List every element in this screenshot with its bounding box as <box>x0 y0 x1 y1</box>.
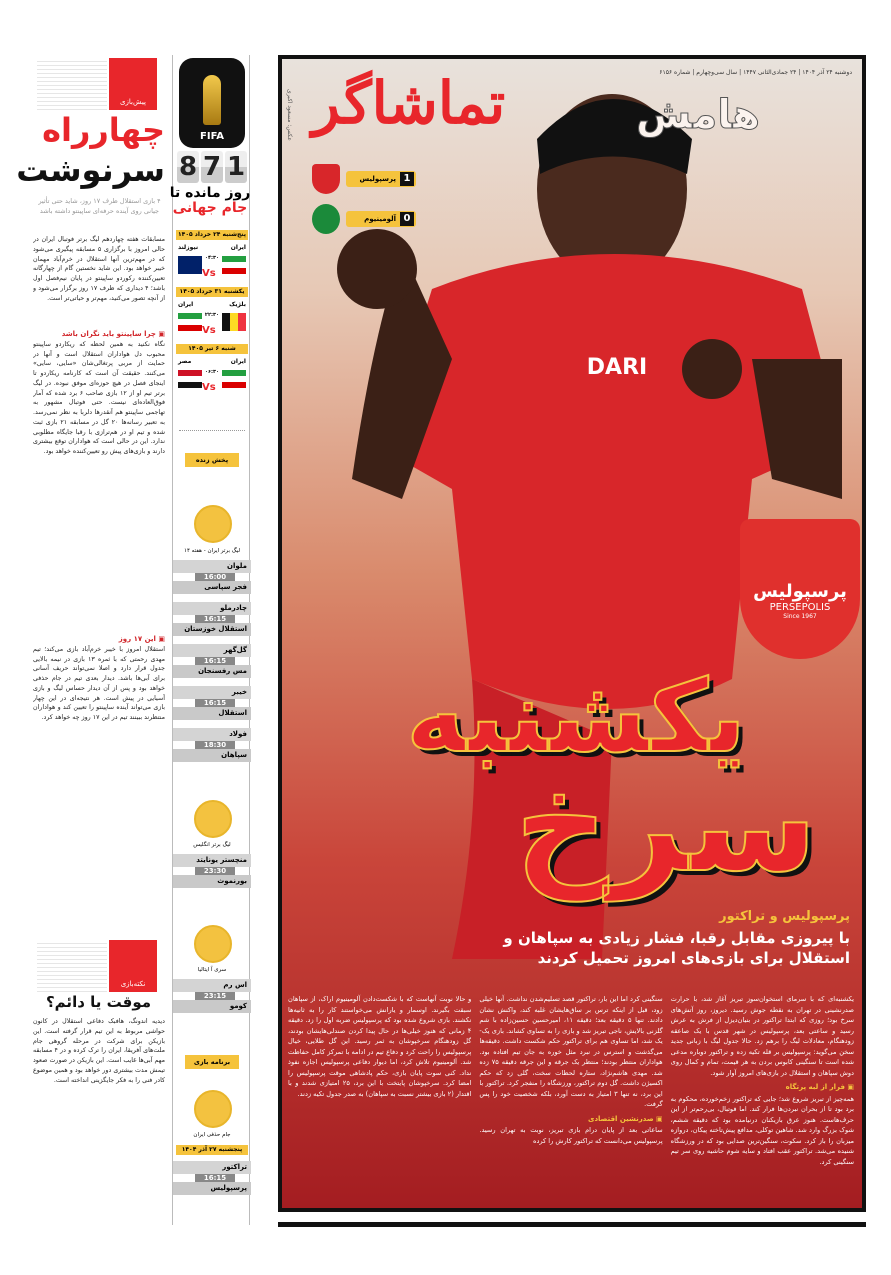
subhead: ▣ این ۱۷ روز <box>33 634 165 645</box>
program-label: برنامه بازی <box>185 1055 239 1069</box>
section-tag: نکته‌بازی <box>109 940 157 992</box>
team-name: پرسپولیس <box>359 175 396 183</box>
belgium-flag-icon <box>222 313 246 331</box>
team-away: ایران <box>178 301 194 308</box>
team-away: سپاهان <box>173 749 251 762</box>
match <box>173 854 251 888</box>
world-cup-logo <box>179 58 245 148</box>
match-time: 16:15 <box>195 1174 235 1182</box>
iran-league-logo <box>194 505 232 543</box>
article-title-line2: سرنوشت <box>16 151 165 189</box>
article-lead: ۴ بازی استقلال ظرف ۱۷ روز، شاید حتی تأثیر جیانی روی آینده حرفه‌ای ساپینتو داشته باشد <box>38 197 161 215</box>
team-home: منچستر یونایتد <box>173 854 251 867</box>
match <box>173 1161 251 1195</box>
article-body: دیدیه اندونگ، هافبک دفاعی استقلال در کانون حواشی مربوط به این تیم قرار گرفته است. این بازیکن برای شرکت در مرحله گروهی جام ملت‌های آفریقا، ایران را ترک کرده و در ۴ مسابقه مهم آبی‌ها غایب است. این بازیکن در صورت صعود تیمش مدت بیشتری دور خواهد بود و همین موضوع کادر فنی را به فکر جایگزینی انداخته است. <box>33 1018 165 1084</box>
section-tag: پیش‌بازی <box>109 58 157 110</box>
match-time: 16:15 <box>195 657 235 665</box>
match <box>173 728 251 762</box>
fifa-label: FIFA <box>200 131 224 142</box>
match <box>173 979 251 1013</box>
story-text: ساعاتی بعد از پایان درام بازی تبریز، نوبت به تهران رسید. پرسپولیس می‌دانست که تراکتور کارش را کرده <box>479 1126 663 1145</box>
team-home: چادرملو <box>173 602 251 615</box>
match <box>173 602 251 636</box>
crest-text-fa: پرسپولیس <box>753 581 847 602</box>
aluminium-badge-icon <box>312 204 340 234</box>
countdown-line1: روز مانده تا <box>169 185 251 201</box>
team-away: استقلال <box>173 707 251 720</box>
match <box>173 686 251 720</box>
article-body: استقلال امروز با خیبر خرم‌آباد بازی می‌کند؛ تیم مهدی رحمتی که با ثمره ۱۳ بازی در نیمه بالایی جدول قرار دارد و اصلا نمی‌تواند حریف آسانی برای آبی‌ها باشد. دیدار بعدی تیم در جام حذفی خواهد بود و پس از آن دیدار حساس لیگ و بازی آسیایی در پیش است. هر نتیجه‌ای در این چهار بازی می‌تواند آینده ساپینتو را تعیین کند و هواداران منتظرند ببینند تیم در این ۱۷ روز چه خواهد کرد. <box>33 645 165 722</box>
match <box>173 560 251 594</box>
game-time: ۰۴:۳۰ <box>204 255 220 261</box>
match-time: 23:30 <box>195 867 235 875</box>
cup-name: جام حذفی ایران <box>193 1132 231 1138</box>
countdown <box>177 151 247 183</box>
match <box>173 644 251 678</box>
team-home: ملوان <box>173 560 251 573</box>
article-section-2 <box>33 630 165 930</box>
photo-credit: عکس: مسعود اکبری <box>286 89 293 141</box>
league-name: لیگ برتر ایران - هفته ۱۴ <box>184 548 240 554</box>
match-time: 16:15 <box>195 615 235 623</box>
team-home: تراکتور <box>173 1161 251 1174</box>
jersey-sponsor: DARI <box>586 355 648 380</box>
decorative-lines <box>37 940 107 992</box>
game-date: شنبه ۶ تیر ۱۴۰۵ <box>176 344 248 354</box>
team-away: مصر <box>178 358 192 365</box>
team-home: بلژیک <box>229 301 246 308</box>
trophy-icon <box>203 75 221 125</box>
team-home: اس رم <box>173 979 251 992</box>
outline-title: هامش <box>635 92 761 138</box>
match-time: 16:15 <box>195 699 235 707</box>
story-column-middle <box>479 994 662 1204</box>
team-away: استقلال خوزستان <box>173 623 251 636</box>
subhead: ▣ چرا ساپینتو باید نگران باشد <box>33 329 165 340</box>
live-label: پخش زنده <box>185 453 239 467</box>
story-text: یکشنبه‌ای که با سرمای استخوان‌سوز تبریز آغاز شد، با حرارت صدرنشینی در تهران به نقطه جوش رسید. دیروز، روز آتش‌های سرخ بود؛ روزی که ابتدا تراکتور در بنیان‌دیزل از فرش به عرش رسید و ساعتی بعد، پرسپولیس در شهر قدس با یک صاعقه زودهنگام، معادلات لیگ را برهم زد. حالا جدول لیگ با زبانی جدید سخن می‌گوید: پرسپولیس بر قله تکیه زده و تراکتور دوباره مدعی شده است تا سنگینی کابوس بردن به هر قیمت، تمام و کمال روی دوش سپاهان و استقلال در بازی‌های امروز آوار شود. <box>670 995 854 1077</box>
article-intro: مسابقات هفته چهاردهم لیگ برتر فوتبال ایران در حالی امروز با برگزاری ۵ مسابقه پیگیری می‌شود که در مهم‌ترین آنها استقلال در خرم‌آباد مهمان خیبر خواهد بود. این شاید نخستین گام از چهارگانه تعیین‌کننده رکوردو ساپینتو در پایان نیم‌فصل اول باشد؛ ۴ دیداری که ظرف ۱۷ روز برگزار می‌شود و از آنچه تصور می‌کنید، مهم‌تر و حیاتی‌تر است. <box>33 236 165 302</box>
subhead: ▣ صدرنشین اقتصادی <box>479 1114 662 1125</box>
crest-since: Since 1967 <box>783 613 817 620</box>
countdown-digit: 8 <box>178 152 198 182</box>
decorative-lines <box>37 58 107 110</box>
iran-flag-icon <box>222 370 246 388</box>
team-away: کومو <box>173 1000 251 1013</box>
world-cup-game <box>176 242 248 284</box>
schedule-strip <box>169 55 251 1225</box>
team-score: 0 <box>400 212 414 226</box>
egypt-flag-icon <box>178 370 202 388</box>
team-home: ایران <box>230 244 246 251</box>
match-time: 23:15 <box>195 992 235 1000</box>
team-away: فجر سپاسی <box>173 581 251 594</box>
dateline: دوشنبه ۲۴ آذر ۱۴۰۴ | ۲۴ جمادی‌الثانی ۱۴۴۷ | سال سی‌وچهارم | شماره ۶۱۵۶ <box>659 69 852 76</box>
league-name: لیگ برتر انگلیس <box>193 842 231 848</box>
team-name: آلومینیوم <box>364 215 396 223</box>
bottom-rule <box>278 1222 866 1227</box>
article-body: نگاه نکنید به همین لحظه که ریکاردو ساپینتو محبوب دل هواداران استقلال است و آنها در حمایت از مربی پرتغالی‌شان «سایی، سایی» می‌کنند. حقیقت آن است که کارنامه ریکاردو تا اینجای فصل در هیچ حوزه‌ای موفق نبوده. در لیگ برتر تیم او از ۱۲ بازی صاحب ۶ برد شده که آمار فوق‌العاده‌ای نیست. حتی فوتبال مشهور به تهاجمی ساپینتو هم آنقدرها دلربا به نظر نمی‌رسد. به تعبیر رسانه‌ها ۲۰ گل در مسابقه ۲۱ بازی ثبت شده و تیم او در هم‌ترازی با رقبا جایگاه مطلوبی ندارد. این در حالی است که هواداران توقع بیشتری دارند و بازی‌های پیش رو تعیین‌کننده خواهد بود. <box>33 340 165 456</box>
subhead: ▣ فرار از لبه پرتگاه <box>671 1082 854 1093</box>
match-time: 16:00 <box>195 573 235 581</box>
article-title-line1: چهارراه <box>42 111 165 149</box>
team-score: 1 <box>400 172 414 186</box>
divider <box>179 430 245 431</box>
game-time: ۰۶:۳۰ <box>204 369 220 375</box>
story-text: سنگینی کرد اما این بار، تراکتور قصد تسلیم‌شدن نداشت. آنها خیلی زود، قبل از اینکه ترس بر ساق‌هایشان غلبه کند، واکنش نشان دادند. تنها ۵ دقیقه بعد؛ دقیقه ۱۱، امیرحسین حسین‌زاده با شم گلزنی بالایش، ناجی تبریز شد و بازی را به تساوی کشاند. بازی یک-یک شد، اما تساوی هم برای تراکتور حکم شکست داشت. دقیقه‌ها می‌گذشت و استرس در نبرد مثل خوره به جان تیم افتاده بود. هواداران منتظر بودند؛ منتظر یک جرقه و این جرقه دقیقه ۷۵ زده شد. مهدی هاشم‌نژاد، ستاره لحظات سخت، گلی زد که حکم اکسیژن داشت. گل دوم تراکتور، ورزشگاه را منفجر کرد. تراکتور با این برد، نه تنها ۳ امتیاز به دست آورد، بلکه شخصیت خود را پس گرفت. <box>479 995 663 1109</box>
team-home: خیبر <box>173 686 251 699</box>
persepolis-badge-icon <box>312 164 340 194</box>
main-headline <box>296 658 856 901</box>
crest-text-en: PERSEPOLIS <box>769 602 831 613</box>
newspaper-logo: تماشاگر <box>312 69 506 137</box>
countdown-line2: جام جهانی <box>172 200 248 217</box>
team-away: پرسپولیس <box>173 1182 251 1195</box>
kicker: پرسپولیس و تراکتور <box>719 909 850 924</box>
countdown-label <box>159 186 261 217</box>
iran-flag-icon <box>178 313 202 331</box>
vs-label: Vs <box>202 325 216 336</box>
serie-a-logo <box>194 925 232 963</box>
story-text: همه‌چیز از تبریز شروع شد؛ جایی که تراکتور زخم‌خورده، محکوم به برد بود تا از بحران نبردن‌ها فرار کند. اما فوتبال، بی‌رحم‌تر از این حرف‌هاست. هنوز عرق بازیکنان درنیامده بود که دقیقه ششم، شوک بزرگ وارد شد. شاهین توکلی، مدافع پیش‌تاخته پیکان، دروازه میزبان را باز کرد. سکوت، سنگین‌ترین صدایی بود که در ورزشگاه شنیده می‌شد. تراکتور عقب افتاد و سایه شوم حاشیه روی سر تیم سنگینی کرد. <box>670 1094 854 1166</box>
cup-date: پنجشنبه ۲۷ آذر ۱۴۰۴ <box>176 1145 248 1155</box>
new-zealand-flag-icon <box>178 256 202 274</box>
team-away: بورنموث <box>173 875 251 888</box>
vs-label: Vs <box>202 268 216 279</box>
game-date: پنج‌شنبه ۲۴ خرداد ۱۴۰۵ <box>178 231 246 238</box>
team-home: فولاد <box>173 728 251 741</box>
left-column <box>16 55 167 1235</box>
headline-line2: سرخ <box>514 749 818 901</box>
story-column-left <box>288 994 471 1204</box>
subheadline: با پیروزی مقابل رقبا، فشار زیادی به سپاهان و استقلال برای بازی‌های امروز تحمیل کردند <box>503 929 850 967</box>
countdown-digit: 7 <box>202 152 222 182</box>
team-away: مس رفسنجان <box>173 665 251 678</box>
cover-story <box>278 55 866 1212</box>
iran-flag-icon <box>222 256 246 274</box>
team-home: گل‌گهر <box>173 644 251 657</box>
score-row <box>346 211 416 227</box>
article-section-1 <box>33 325 165 625</box>
countdown-digit: 1 <box>226 152 246 182</box>
premier-league-logo <box>194 800 232 838</box>
league-name: سری آ ایتالیا <box>197 967 227 973</box>
world-cup-game <box>176 356 248 398</box>
story-columns <box>288 994 854 1204</box>
hazfi-cup-logo <box>194 1090 232 1128</box>
team-home: ایران <box>230 358 246 365</box>
team-away: نیوزلند <box>178 244 199 251</box>
persepolis-crest <box>740 519 860 659</box>
article-title: موقت یا دائم؟ <box>45 993 152 1011</box>
vs-label: Vs <box>202 382 216 393</box>
story-text: و حالا نوبت آنهاست که با شکست‌دادن آلومینیوم اراک، از سپاهان سبقت بگیرند. اوسمار و یارانش می‌خواستند کار را به ثانیه‌ها نکشند. بازی شروع شده بود که پرسپولیس ضربه اول را زد. دقیقه ۴ زمانی که هنوز خیلی‌ها در حال پیدا کردن صندلی‌هایشان بودند، گل زودهنگام سرخپوشان به ثمر رسید. این گل طلایی، خیال پرسپولیس را راحت کرد و دفاع تیم در ادامه با تمرکز کامل حفاظت شد. آلومینیوم تلاش کرد، اما دیوار دفاعی پرسپولیس اجازه نفوذ نداد. کنی سوت پایان بازی، حکم پادشاهی موقت پرسپولیس را امضا کرد. سرخپوشان پایتخت با این برد، ۲۵ امتیازی شدند و با اقتدار (۲ بازی بیشتر نسبت به سپاهان) به صدر جدول تکیه زدند. <box>288 995 472 1098</box>
game-time: ۲۲:۳۰ <box>204 312 220 318</box>
headline-line1: یکشنبه <box>406 658 746 775</box>
match-time: 18:30 <box>195 741 235 749</box>
story-column-right <box>671 994 854 1204</box>
world-cup-game <box>176 299 248 341</box>
score-row <box>346 171 416 187</box>
game-date: یکشنبه ۳۱ خرداد ۱۴۰۵ <box>176 287 248 297</box>
